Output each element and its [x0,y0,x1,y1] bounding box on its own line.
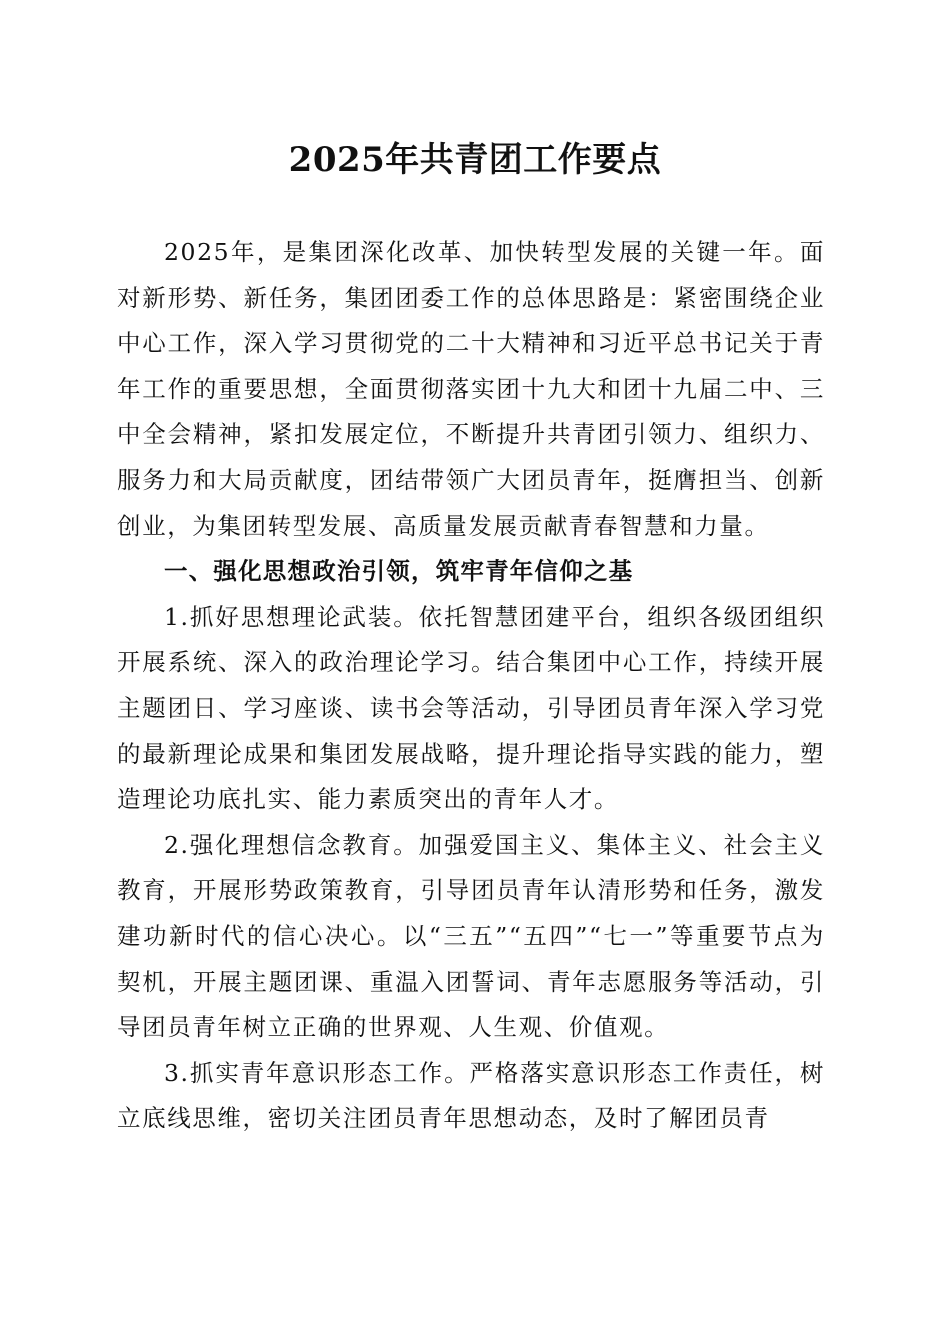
intro-paragraph: 2025年，是集团深化改革、加快转型发展的关键一年。面对新形势、新任务，集团团委工作的总体思路是：紧密围绕企业中心工作，深入学习贯彻党的二十大精神和习近平总书记关于青年工作的重要思想，全面贯彻落实团十九大和团十九届二中、三中全会精神，紧扣发展定位，不断提升共青团引领力、组织力、服务力和大局贡献度，团结带领广大团员青年，挺膺担当、创新创业，为集团转型发展、高质量发展贡献青春智慧和力量。 [117,238,825,540]
section-heading-1: 一、强化思想政治引领，筑牢青年信仰之基 [164,557,634,586]
document-body [117,230,825,1142]
item-paragraph-3: 3.抓实青年意识形态工作。严格落实意识形态工作责任，树立底线思维，密切关注团员青年思想动态，及时了解团员青 [117,1058,825,1133]
item-paragraph-1: 1.抓好思想理论武装。依托智慧团建平台，组织各级团组织开展系统、深入的政治理论学习。结合集团中心工作，持续开展主题团日、学习座谈、读书会等活动，引导团员青年深入学习党的最新理论成果和集团发展战略，提升理论指导实践的能力，塑造理论功底扎实、能力素质突出的青年人才。 [117,602,825,814]
item-paragraph-2: 2.强化理想信念教育。加强爱国主义、集体主义、社会主义教育，开展形势政策教育，引导团员青年认清形势和任务，激发建功新时代的信心决心。以“三五”“五四”“七一”等重要节点为契机，开展主题团课、重温入团誓词、青年志愿服务等活动，引导团员青年树立正确的世界观、人生观、价值观。 [117,830,825,1042]
document-title: 2025年共青团工作要点 [288,140,662,180]
